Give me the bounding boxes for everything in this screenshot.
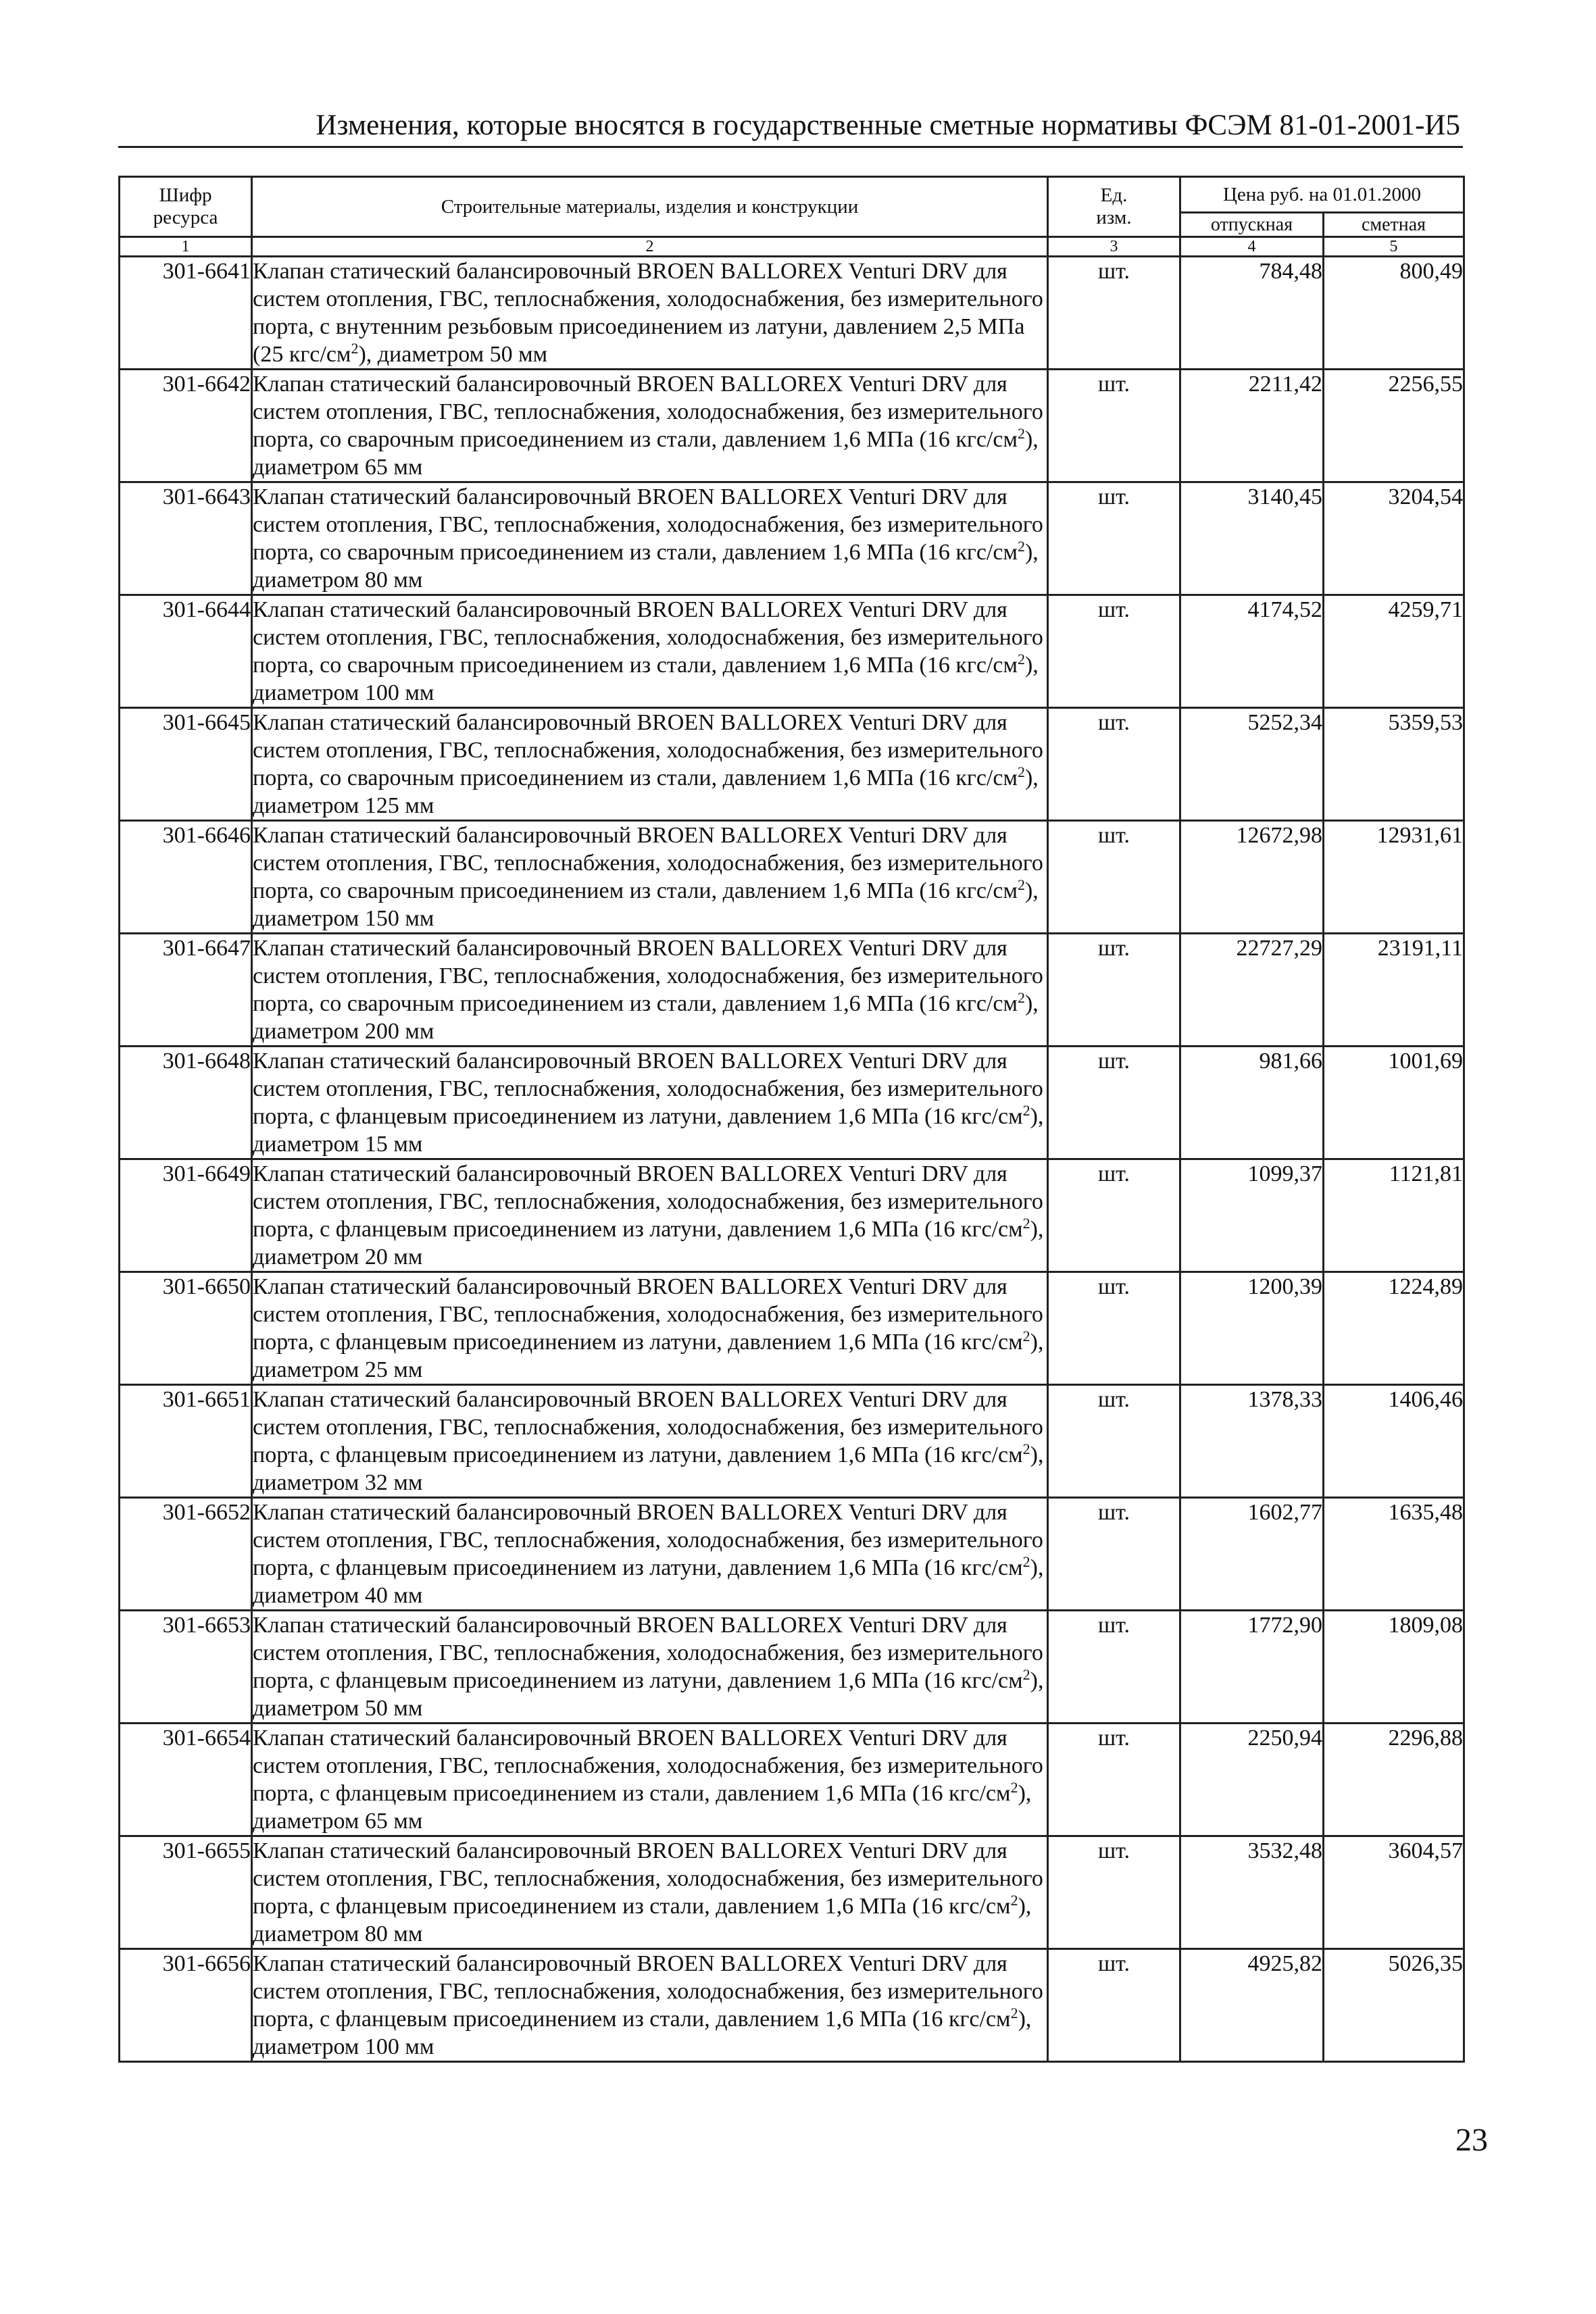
material-description bbox=[252, 1611, 1048, 1724]
estimate-price: 1809,08 bbox=[1324, 1611, 1464, 1724]
unit: шт. bbox=[1048, 1385, 1180, 1498]
unit: шт. bbox=[1048, 1498, 1180, 1611]
superscript: 2 bbox=[1017, 763, 1025, 780]
release-price: 12672,98 bbox=[1180, 821, 1324, 934]
page-number: 23 bbox=[1455, 2122, 1488, 2158]
description-tail: ), диаметром 15 мм bbox=[253, 1104, 1044, 1157]
release-price: 2211,42 bbox=[1180, 370, 1324, 482]
release-price: 3532,48 bbox=[1180, 1836, 1324, 1949]
table-row bbox=[120, 1047, 1464, 1159]
superscript: 2 bbox=[1022, 1666, 1030, 1683]
superscript: 2 bbox=[1010, 1892, 1018, 1909]
resource-code: 301-6645 bbox=[120, 708, 252, 821]
table-row bbox=[120, 595, 1464, 708]
resource-code: 301-6652 bbox=[120, 1498, 252, 1611]
estimate-price: 800,49 bbox=[1324, 257, 1464, 370]
estimate-price: 3204,54 bbox=[1324, 482, 1464, 595]
material-description bbox=[252, 1047, 1048, 1159]
unit: шт. bbox=[1048, 595, 1180, 708]
description-text: Клапан статический балансировочный BROEN BALLOREX Venturi DRV для систем отопления, ГВС, теплоснабжения, холодоснабжения, без измерительного порта, с фланцевым присоединением из стали, давлением 1,6 МПа (16 кгс/см bbox=[253, 1951, 1043, 2032]
description-text: Клапан статический балансировочный BROEN BALLOREX Venturi DRV для систем отопления, ГВС, теплоснабжения, холодоснабжения, без измерительного порта, со сварочным присоединением из стали, давлением 1,6 МПа (16 кгс/см bbox=[253, 597, 1043, 678]
superscript: 2 bbox=[1022, 1328, 1030, 1344]
material-description bbox=[252, 1949, 1048, 2062]
header-title: Изменения, которые вносятся в государственные сметные нормативы ФСЭМ 81-01-2001-И5 bbox=[316, 109, 1460, 141]
description-tail: ), диаметром 125 мм bbox=[253, 765, 1039, 818]
unit: шт. bbox=[1048, 821, 1180, 934]
release-price: 1378,33 bbox=[1180, 1385, 1324, 1498]
material-description bbox=[252, 1272, 1048, 1385]
release-price: 4925,82 bbox=[1180, 1949, 1324, 2062]
material-description bbox=[252, 1836, 1048, 1949]
description-text: Клапан статический балансировочный BROEN BALLOREX Venturi DRV для систем отопления, ГВС, теплоснабжения, холодоснабжения, без измерительного порта, со сварочным присоединением из стали, давлением 1,6 МПа (16 кгс/см bbox=[253, 484, 1043, 565]
material-description bbox=[252, 482, 1048, 595]
release-price: 1200,39 bbox=[1180, 1272, 1324, 1385]
resource-code: 301-6651 bbox=[120, 1385, 252, 1498]
estimate-price: 1224,89 bbox=[1324, 1272, 1464, 1385]
description-tail: ), диаметром 80 мм bbox=[253, 1894, 1032, 1946]
release-price: 981,66 bbox=[1180, 1047, 1324, 1159]
table-row bbox=[120, 1836, 1464, 1949]
estimate-price: 1121,81 bbox=[1324, 1159, 1464, 1272]
estimate-price: 5359,53 bbox=[1324, 708, 1464, 821]
estimate-price: 1406,46 bbox=[1324, 1385, 1464, 1498]
column-number: 1 bbox=[120, 237, 252, 257]
description-tail: ), диаметром 32 мм bbox=[253, 1442, 1044, 1495]
unit: шт. bbox=[1048, 934, 1180, 1047]
superscript: 2 bbox=[1022, 1440, 1030, 1457]
column-number: 2 bbox=[252, 237, 1048, 257]
superscript: 2 bbox=[1017, 425, 1025, 442]
description-text: Клапан статический балансировочный BROEN BALLOREX Venturi DRV для систем отопления, ГВС, теплоснабжения, холодоснабжения, без измерительного порта, с фланцевым присоединением из латуни, давлением 1,6 МПа (16 кгс/см bbox=[253, 1613, 1043, 1693]
estimate-price: 5026,35 bbox=[1324, 1949, 1464, 2062]
description-tail: ), диаметром 100 мм bbox=[253, 2007, 1032, 2059]
unit: шт. bbox=[1048, 370, 1180, 482]
header-code-line1: Шифр bbox=[159, 184, 212, 206]
description-text: Клапан статический балансировочный BROEN BALLOREX Venturi DRV для систем отопления, ГВС, теплоснабжения, холодоснабжения, без измерительного порта, с фланцевым присоединением из латуни, давлением 1,6 МПа (16 кгс/см bbox=[253, 1500, 1043, 1580]
resource-code: 301-6646 bbox=[120, 821, 252, 934]
table-row bbox=[120, 482, 1464, 595]
release-price: 1772,90 bbox=[1180, 1611, 1324, 1724]
material-description bbox=[252, 934, 1048, 1047]
resource-code: 301-6642 bbox=[120, 370, 252, 482]
description-tail: ), диаметром 200 мм bbox=[253, 991, 1039, 1044]
unit: шт. bbox=[1048, 708, 1180, 821]
unit: шт. bbox=[1048, 1724, 1180, 1836]
header-unit-line1: Ед. bbox=[1100, 184, 1128, 206]
superscript: 2 bbox=[1010, 2005, 1018, 2021]
description-text: Клапан статический балансировочный BROEN BALLOREX Venturi DRV для систем отопления, ГВС, теплоснабжения, холодоснабжения, без измерительного порта, со сварочным присоединением из стали, давлением 1,6 МПа (16 кгс/см bbox=[253, 823, 1043, 903]
superscript: 2 bbox=[1017, 989, 1025, 1006]
resource-code: 301-6656 bbox=[120, 1949, 252, 2062]
description-text: Клапан статический балансировочный BROEN BALLOREX Venturi DRV для систем отопления, ГВС, теплоснабжения, холодоснабжения, без измерительного порта, со сварочным присоединением из стали, давлением 1,6 МПа (16 кгс/см bbox=[253, 710, 1043, 790]
material-description bbox=[252, 370, 1048, 482]
release-price: 784,48 bbox=[1180, 257, 1324, 370]
release-price: 3140,45 bbox=[1180, 482, 1324, 595]
unit: шт. bbox=[1048, 1949, 1180, 2062]
superscript: 2 bbox=[1022, 1553, 1030, 1570]
description-text: Клапан статический балансировочный BROEN BALLOREX Venturi DRV для систем отопления, ГВС, теплоснабжения, холодоснабжения, без измерительного порта, с фланцевым присоединением из латуни, давлением 1,6 МПа (16 кгс/см bbox=[253, 1049, 1043, 1129]
superscript: 2 bbox=[1010, 1779, 1018, 1796]
table-row bbox=[120, 1272, 1464, 1385]
release-price: 22727,29 bbox=[1180, 934, 1324, 1047]
header-release: отпускная bbox=[1180, 213, 1324, 237]
description-tail: ), диаметром 20 мм bbox=[253, 1217, 1044, 1269]
release-price: 5252,34 bbox=[1180, 708, 1324, 821]
description-tail: ), диаметром 150 мм bbox=[253, 878, 1039, 931]
description-tail: ), диаметром 50 мм bbox=[253, 1668, 1044, 1721]
description-tail: ), диаметром 65 мм bbox=[253, 1781, 1032, 1834]
description-tail: ), диаметром 40 мм bbox=[253, 1555, 1044, 1608]
header-estimate: сметная bbox=[1324, 213, 1464, 237]
material-description bbox=[252, 708, 1048, 821]
resource-code: 301-6649 bbox=[120, 1159, 252, 1272]
description-text: Клапан статический балансировочный BROEN BALLOREX Venturi DRV для систем отопления, ГВС, теплоснабжения, холодоснабжения, без измерительного порта, с фланцевым присоединением из латуни, давлением 1,6 МПа (16 кгс/см bbox=[253, 1161, 1043, 1242]
resource-code: 301-6644 bbox=[120, 595, 252, 708]
table-row bbox=[120, 1949, 1464, 2062]
resource-code: 301-6643 bbox=[120, 482, 252, 595]
unit: шт. bbox=[1048, 257, 1180, 370]
header-code-line2: ресурса bbox=[153, 207, 218, 228]
column-number: 5 bbox=[1324, 237, 1464, 257]
superscript: 2 bbox=[1017, 651, 1025, 668]
material-description bbox=[252, 595, 1048, 708]
table-row bbox=[120, 708, 1464, 821]
unit: шт. bbox=[1048, 1159, 1180, 1272]
description-tail: ), диаметром 100 мм bbox=[253, 653, 1039, 705]
column-number: 3 bbox=[1048, 237, 1180, 257]
description-text: Клапан статический балансировочный BROEN BALLOREX Venturi DRV для систем отопления, ГВС, теплоснабжения, холодоснабжения, без измерительного порта, с внутенним резьбовым присоединением из латуни, давлением 2,5 МПа (25 кгс/см bbox=[253, 259, 1043, 367]
table-row bbox=[120, 1611, 1464, 1724]
unit: шт. bbox=[1048, 1836, 1180, 1949]
estimate-price: 1001,69 bbox=[1324, 1047, 1464, 1159]
column-number: 4 bbox=[1180, 237, 1324, 257]
page-header bbox=[118, 108, 1463, 148]
resource-code: 301-6641 bbox=[120, 257, 252, 370]
table-row bbox=[120, 1159, 1464, 1272]
resource-code: 301-6654 bbox=[120, 1724, 252, 1836]
material-description bbox=[252, 821, 1048, 934]
release-price: 2250,94 bbox=[1180, 1724, 1324, 1836]
description-text: Клапан статический балансировочный BROEN BALLOREX Venturi DRV для систем отопления, ГВС, теплоснабжения, холодоснабжения, без измерительного порта, с фланцевым присоединением из латуни, давлением 1,6 МПа (16 кгс/см bbox=[253, 1387, 1043, 1467]
superscript: 2 bbox=[1022, 1215, 1030, 1232]
header-unit-line2: изм. bbox=[1096, 207, 1132, 228]
unit: шт. bbox=[1048, 1611, 1180, 1724]
description-text: Клапан статический балансировочный BROEN BALLOREX Venturi DRV для систем отопления, ГВС, теплоснабжения, холодоснабжения, без измерительного порта, с фланцевым присоединением из стали, давлением 1,6 МПа (16 кгс/см bbox=[253, 1838, 1043, 1919]
table-row bbox=[120, 934, 1464, 1047]
table-row bbox=[120, 1385, 1464, 1498]
description-text: Клапан статический балансировочный BROEN BALLOREX Venturi DRV для систем отопления, ГВС, теплоснабжения, холодоснабжения, без измерительного порта, со сварочным присоединением из стали, давлением 1,6 МПа (16 кгс/см bbox=[253, 936, 1043, 1016]
release-price: 4174,52 bbox=[1180, 595, 1324, 708]
resource-code: 301-6647 bbox=[120, 934, 252, 1047]
resource-code: 301-6650 bbox=[120, 1272, 252, 1385]
superscript: 2 bbox=[1017, 538, 1025, 555]
release-price: 1602,77 bbox=[1180, 1498, 1324, 1611]
estimate-price: 4259,71 bbox=[1324, 595, 1464, 708]
material-description bbox=[252, 1385, 1048, 1498]
materials-table bbox=[118, 176, 1465, 2063]
estimate-price: 2256,55 bbox=[1324, 370, 1464, 482]
resource-code: 301-6653 bbox=[120, 1611, 252, 1724]
release-price: 1099,37 bbox=[1180, 1159, 1324, 1272]
table-body bbox=[120, 257, 1464, 2062]
unit: шт. bbox=[1048, 1047, 1180, 1159]
table-row bbox=[120, 1498, 1464, 1611]
table-row bbox=[120, 1724, 1464, 1836]
estimate-price: 1635,48 bbox=[1324, 1498, 1464, 1611]
material-description bbox=[252, 257, 1048, 370]
estimate-price: 2296,88 bbox=[1324, 1724, 1464, 1836]
description-tail: ), диаметром 80 мм bbox=[253, 540, 1039, 593]
description-tail: ), диаметром 65 мм bbox=[253, 427, 1039, 480]
superscript: 2 bbox=[1022, 1102, 1030, 1119]
table-row bbox=[120, 370, 1464, 482]
material-description bbox=[252, 1724, 1048, 1836]
description-tail: ), диаметром 50 мм bbox=[358, 342, 548, 367]
material-description bbox=[252, 1159, 1048, 1272]
header-name: Строительные материалы, изделия и конструкции bbox=[252, 177, 1048, 237]
superscript: 2 bbox=[351, 340, 359, 357]
estimate-price: 23191,11 bbox=[1324, 934, 1464, 1047]
description-text: Клапан статический балансировочный BROEN BALLOREX Venturi DRV для систем отопления, ГВС, теплоснабжения, холодоснабжения, без измерительного порта, с фланцевым присоединением из латуни, давлением 1,6 МПа (16 кгс/см bbox=[253, 1274, 1043, 1355]
table-row bbox=[120, 257, 1464, 370]
estimate-price: 3604,57 bbox=[1324, 1836, 1464, 1949]
superscript: 2 bbox=[1017, 876, 1025, 893]
resource-code: 301-6648 bbox=[120, 1047, 252, 1159]
estimate-price: 12931,61 bbox=[1324, 821, 1464, 934]
material-description bbox=[252, 1498, 1048, 1611]
unit: шт. bbox=[1048, 482, 1180, 595]
resource-code: 301-6655 bbox=[120, 1836, 252, 1949]
unit: шт. bbox=[1048, 1272, 1180, 1385]
description-text: Клапан статический балансировочный BROEN BALLOREX Venturi DRV для систем отопления, ГВС, теплоснабжения, холодоснабжения, без измерительного порта, с фланцевым присоединением из стали, давлением 1,6 МПа (16 кгс/см bbox=[253, 1726, 1043, 1806]
description-tail: ), диаметром 25 мм bbox=[253, 1330, 1044, 1382]
description-text: Клапан статический балансировочный BROEN BALLOREX Venturi DRV для систем отопления, ГВС, теплоснабжения, холодоснабжения, без измерительного порта, со сварочным присоединением из стали, давлением 1,6 МПа (16 кгс/см bbox=[253, 372, 1043, 452]
header-price: Цена руб. на 01.01.2000 bbox=[1180, 177, 1464, 213]
header-code bbox=[120, 177, 252, 237]
header-unit bbox=[1048, 177, 1180, 237]
table-row bbox=[120, 821, 1464, 934]
